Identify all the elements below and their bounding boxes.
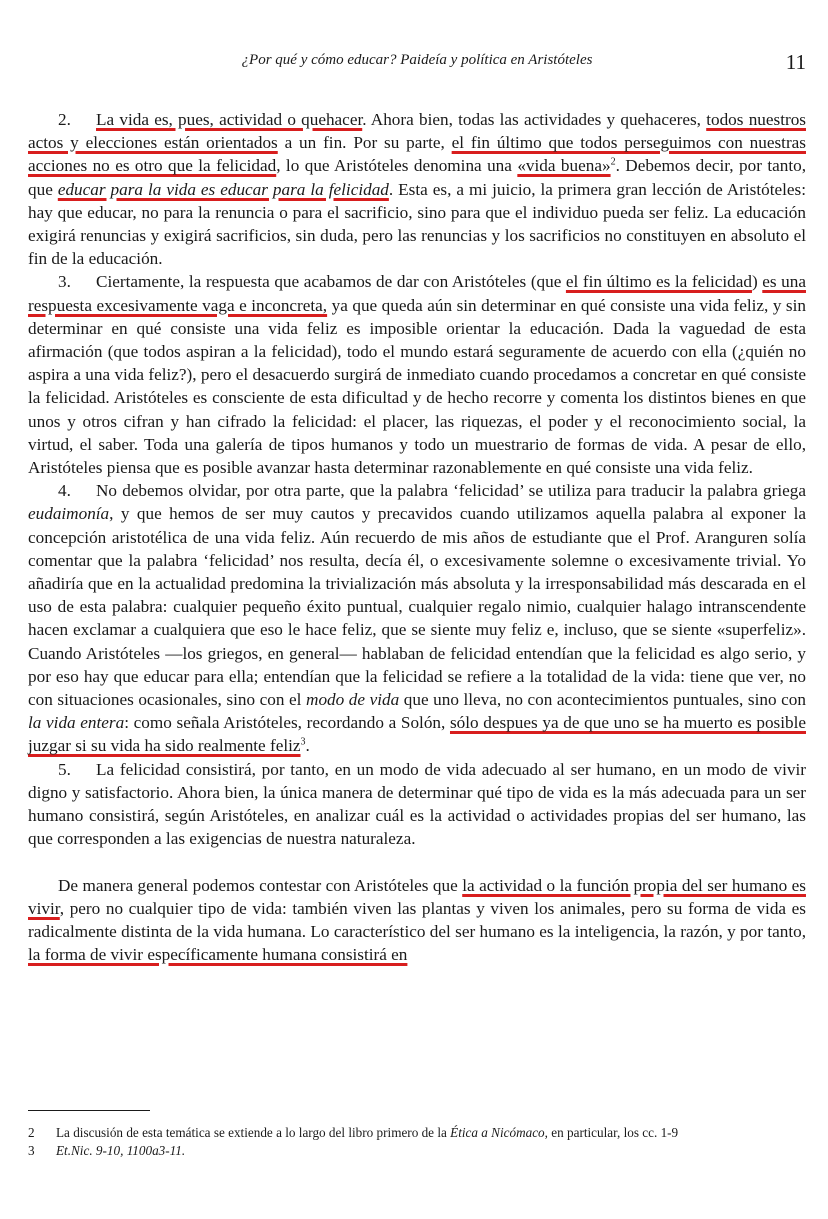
paragraph-6: [28, 874, 806, 967]
highlight: La vida es, pues, actividad o quehacer: [96, 110, 363, 129]
italic-term: Et.Nic. 9-10, 1100a3-11.: [56, 1143, 186, 1158]
highlight: la forma de vivir específicamente humana consistirá en: [28, 945, 408, 965]
text: .: [305, 736, 310, 756]
text: La discusión de esta temática se extiende a lo largo del libro primero de la: [56, 1125, 451, 1140]
paragraph-2: [28, 108, 806, 270]
text: De manera general podemos contestar con Aristóteles que: [58, 875, 463, 895]
text: . Ahora bien, todas las actividades y quehaceres,: [362, 110, 707, 129]
text: , y que hemos de ser muy cautos y precavidos cuando utilizamos aquella palabra al exponer la concepción aristotélica de una vida feliz. Aún recuerdo de mis años de estudiante que el Prof. Aranguren solía comentar que la palabra ‘felicidad’ nos resulta, decía él, o excesivamente solemne o excesivamente trivial. Yo añadiría que en la actualidad predomina la trivialización más absoluta y la irresponsabilidad más descarada en el uso de esta palabra: cualquier pequeño éxito puntual, cualquier regalo nimio, cualquier halago intranscendente hacen exclamar a cualquiera que eso le hace feliz, que se siente muy feliz e, incluso, que se siente «superfeliz». Cuando Aristóteles —los griegos, en general— hablaban de felicidad entendían que la felicidad es algo serio, y por eso hay que educar para ella; entendían que la felicidad se refiere a la totalidad de la vida: tiene que ver, no con situaciones ocasionales, sino con el: [28, 504, 806, 710]
highlight: el fin último que todos perseguimos con nuestras acciones no es otro que la felicidad: [28, 133, 806, 176]
text: , lo que Aristóteles denomina una: [276, 156, 518, 176]
running-title: ¿Por qué y cómo educar? Paideía y política en Aristóteles: [241, 52, 593, 68]
text: a un fin. Por su parte,: [277, 133, 452, 153]
highlight: «vida buena»: [517, 156, 611, 176]
text: ): [751, 272, 763, 292]
highlight: el fin último es la felicidad: [565, 272, 752, 292]
text: ya que queda aún sin determinar en qué consiste una vida feliz, y sin determinar en qué consiste una vida feliz es imposible orientar la educación. Dada la vaguedad de esta afirmación (que todos aspiran a la felicidad), todo el mundo estará seguramente de acuerdo con ella (¿quién no aspira a una vida feliz?), pero el desacuerdo surgirá de inmediato cuando procedamos a concretar en qué consiste la felicidad. Aristóteles es consciente de esta dificultad y de hecho recorre y comenta los distintos bienes en que unos y otros cifran y han cifrado la felicidad: el placer, las riquezas, el poder y el reconocimiento social, la virtud, el saber. Toda una galería de tipos humanos y todo un muestrario de formas de vida. A pesar de ello, Aristóteles piensa que es posible avanzar hasta determinar razonablemente en qué consiste una vida feliz.: [28, 295, 806, 478]
highlight: sólo despues ya de que uno se ha muerto es posible juzgar si su vida ha sido realmente feliz: [28, 713, 806, 756]
footnote-text: [56, 1124, 678, 1142]
running-header: [28, 52, 806, 69]
footnote-ref[interactable]: 2: [610, 156, 616, 168]
text: , pero no cualquier tipo de vida: también viven las plantas y viven los animales, pero su forma de vida es radicalmente distinta de la vida humana. Lo característico del ser humano es la inteligencia, la razón, y por tanto,: [28, 898, 806, 941]
italic-term: Ética a Nicómaco: [450, 1125, 545, 1140]
main-text: [28, 108, 806, 966]
text: La felicidad consistirá, por tanto, en un modo de vida adecuado al ser humano, en un modo de vivir digno y satisfactorio. Ahora bien, la única manera de determinar qué tipo de vida es la más adecuada para un ser humano consistirá, según Aristóteles, en analizar cuál es la actividad o actividades propias del ser humano, las que corresponden a las exigencias de nuestra naturaleza.: [28, 759, 806, 849]
italic-term: eudaimonía: [28, 504, 110, 524]
text: . Debemos decir, por tanto, que: [28, 156, 806, 199]
paragraph-5: [28, 758, 806, 851]
highlight: todos nuestros actos y elecciones están orientados: [28, 110, 806, 153]
footnote-2: [28, 1124, 806, 1142]
footnotes: [28, 1124, 806, 1160]
footnote-number: 3: [28, 1143, 35, 1158]
text: No debemos olvidar, por otra parte, que la palabra ‘felicidad’ se utiliza para traducir la palabra griega: [96, 481, 806, 501]
page-number: 11: [785, 50, 806, 74]
paragraph-number: 5.: [58, 759, 71, 779]
footnote-text: [56, 1142, 185, 1160]
paragraph-number: 3.: [58, 272, 71, 292]
footnote-rule: [28, 1110, 150, 1111]
text: que uno lleva, no con acontecimientos puntuales, sino con: [399, 690, 806, 710]
text: , en particular, los cc. 1-9: [544, 1125, 679, 1140]
highlight: la actividad o la función propia del ser humano es vivir: [28, 875, 806, 918]
footnote-ref[interactable]: 3: [300, 736, 306, 748]
paragraph-number: 2.: [58, 110, 71, 129]
paragraph-3: [28, 270, 806, 479]
text: Ciertamente, la respuesta que acabamos de dar con Aristóteles (que: [96, 272, 566, 292]
highlight: es una respuesta excesivamente vaga e inconcreta,: [28, 272, 806, 315]
highlight: educar para la vida es educar para la felicidad: [57, 179, 389, 199]
italic-term: la vida entera: [28, 713, 125, 733]
paragraph-number: 4.: [58, 481, 71, 501]
text: . Esta es, a mi juicio, la primera gran lección de Aristóteles: hay que educar, no para la renuncia o para el sacrificio, sino para que el individuo pueda ser feliz. La educación exigirá renuncias y exigirá sacrificios, sin duda, pero las renuncias y los sacrificios no constituyen en absoluto el fin de la educación.: [28, 179, 806, 269]
italic-term: modo de vida: [306, 690, 400, 710]
text: : como señala Aristóteles, recordando a Solón,: [124, 713, 450, 733]
paragraph-4: [28, 479, 806, 757]
footnote-3: [28, 1142, 806, 1160]
footnote-number: 2: [28, 1125, 35, 1140]
